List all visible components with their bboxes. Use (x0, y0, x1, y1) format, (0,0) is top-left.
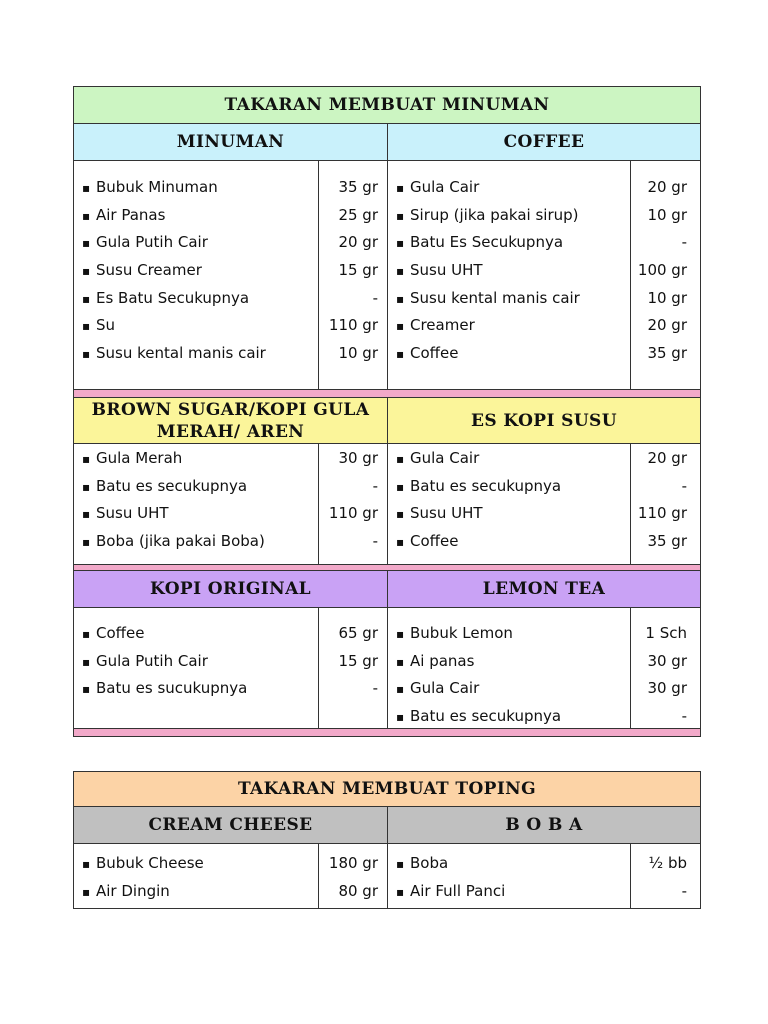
section-separator (74, 729, 700, 736)
ingredient-item (82, 675, 318, 703)
ingredient-name: Gula Cair (410, 178, 480, 196)
ingredient-item (82, 285, 318, 313)
ingredient-item (396, 620, 630, 648)
ingredient-item (396, 229, 630, 257)
section-body (74, 608, 700, 729)
ingredient-item (396, 445, 630, 473)
ingredient-name: Gula Merah (96, 449, 183, 467)
ingredient-name: Batu es sucukupnya (96, 679, 248, 698)
bullet-icon: ▪ (82, 857, 91, 871)
bullet-icon: ▪ (396, 236, 405, 251)
ingredient-column-minuman (74, 161, 388, 389)
ingredient-item (82, 340, 318, 368)
bullet-icon: ▪ (396, 181, 405, 195)
table-title: TAKARAN MEMBUAT TOPING (74, 772, 700, 807)
ingredient-name: Susu UHT (96, 504, 169, 523)
ingredient-amount: ½ bb (648, 854, 687, 872)
ingredient-item (82, 528, 318, 556)
ingredient-amount: 30 gr (647, 651, 687, 670)
ingredient-name: Gula Putih Cair (96, 651, 208, 670)
ingredient-name: Air Dingin (96, 881, 170, 900)
ingredient-name: Bubuk Cheese (96, 854, 204, 872)
ingredient-item (396, 648, 630, 676)
ingredient-name: Gula Cair (410, 679, 480, 698)
bullet-icon: ▪ (82, 236, 91, 251)
ingredient-amount: 20 gr (647, 316, 687, 335)
ingredient-item (396, 202, 630, 230)
section-header-kopi-original: KOPI ORIGINAL (74, 571, 388, 607)
section-body (74, 161, 700, 390)
ingredient-name: Es Batu Secukupnya (96, 288, 250, 307)
ingredient-amount: - (681, 707, 687, 726)
bullet-icon: ▪ (396, 682, 405, 697)
ingredient-amount: 30 gr (338, 449, 378, 467)
ingredient-column-lemon-tea (388, 608, 700, 728)
ingredient-item (82, 473, 318, 501)
bullet-icon: ▪ (82, 452, 91, 466)
ingredient-column-coffee (388, 161, 700, 389)
bullet-icon: ▪ (396, 884, 405, 899)
ingredient-amount: 180 gr (328, 854, 378, 872)
ingredient-item (82, 620, 318, 648)
ingredient-item (396, 285, 630, 313)
ingredient-name: Batu Es Secukupnya (410, 233, 564, 252)
ingredient-amount: 10 gr (647, 288, 687, 307)
section-header-minuman: MINUMAN (74, 124, 388, 160)
bullet-icon: ▪ (396, 507, 405, 522)
ingredient-name: Creamer (410, 316, 475, 335)
section-separator (74, 390, 700, 398)
bullet-icon: ▪ (396, 479, 405, 494)
ingredient-amount: 25 gr (338, 205, 378, 224)
ingredient-amount: 15 gr (338, 651, 378, 670)
bullet-icon: ▪ (396, 264, 405, 279)
ingredient-amount: 65 gr (338, 624, 378, 642)
ingredient-amount: 20 gr (647, 178, 687, 196)
bullet-icon: ▪ (82, 654, 91, 669)
ingredient-column-es-kopi-susu (388, 444, 700, 564)
ingredient-amount: - (681, 476, 687, 495)
bullet-icon: ▪ (82, 479, 91, 494)
ingredient-amount: 110 gr (328, 504, 378, 523)
ingredient-amount: 35 gr (647, 344, 687, 363)
ingredient-name: Coffee (410, 532, 459, 551)
bullet-icon: ▪ (82, 507, 91, 522)
section-header-brown-sugar: BROWN SUGAR/KOPI GULA MERAH/ AREN (74, 398, 388, 443)
section-header-row (74, 571, 700, 608)
bullet-icon: ▪ (82, 884, 91, 899)
bullet-icon: ▪ (82, 208, 91, 223)
ingredient-name: Gula Putih Cair (96, 233, 208, 252)
ingredient-item (82, 500, 318, 528)
ingredient-item (396, 473, 630, 501)
ingredient-amount: 100 gr (637, 261, 687, 280)
ingredient-name: Boba (jika pakai Boba) (96, 532, 265, 551)
ingredient-item (82, 257, 318, 285)
ingredient-item (396, 174, 630, 202)
ingredient-name: Air Panas (96, 205, 166, 224)
ingredient-name: Susu UHT (410, 261, 483, 280)
section-body (74, 444, 700, 565)
ingredient-name: Susu UHT (410, 504, 483, 523)
ingredient-name: Susu kental manis cair (410, 288, 580, 307)
section-header-boba: B O B A (505, 815, 583, 835)
drink-measurements-table (73, 86, 701, 737)
ingredient-item (82, 850, 318, 878)
ingredient-amount: 35 gr (338, 178, 378, 196)
ingredient-name: Bubuk Lemon (410, 624, 513, 642)
ingredient-item (396, 340, 630, 368)
ingredient-item (396, 312, 630, 340)
ingredient-name: Coffee (410, 344, 459, 363)
ingredient-name: Coffee (96, 624, 145, 642)
section-header-lemon-tea: LEMON TEA (482, 579, 606, 599)
ingredient-name: Boba (410, 854, 449, 872)
ingredient-name: Batu es secukupnya (410, 707, 562, 726)
ingredient-amount: 80 gr (338, 881, 378, 900)
ingredient-name: Sirup (jika pakai sirup) (410, 205, 579, 224)
bullet-icon: ▪ (82, 264, 91, 279)
ingredient-item (82, 878, 318, 906)
bullet-icon: ▪ (82, 627, 91, 641)
ingredient-name: Air Full Panci (410, 881, 506, 900)
bullet-icon: ▪ (396, 208, 405, 223)
ingredient-amount: - (372, 532, 378, 551)
ingredient-column-brown-sugar (74, 444, 388, 564)
bullet-icon: ▪ (396, 857, 405, 871)
ingredient-name: Gula Cair (410, 449, 480, 467)
ingredient-item (396, 703, 630, 731)
ingredient-item (82, 229, 318, 257)
bullet-icon: ▪ (396, 291, 405, 306)
ingredient-name: Susu kental manis cair (96, 344, 266, 363)
ingredient-item (82, 174, 318, 202)
section-body (74, 844, 700, 908)
bullet-icon: ▪ (396, 654, 405, 669)
ingredient-name: Ai panas (410, 651, 475, 670)
bullet-icon: ▪ (396, 535, 405, 550)
bullet-icon: ▪ (82, 181, 91, 195)
section-header-cream-cheese: CREAM CHEESE (74, 807, 388, 843)
bullet-icon: ▪ (82, 535, 91, 550)
ingredient-amount: 10 gr (338, 344, 378, 363)
ingredient-name: Batu es secukupnya (410, 476, 562, 495)
ingredient-amount: - (372, 476, 378, 495)
bullet-icon: ▪ (396, 710, 405, 725)
ingredient-item (82, 445, 318, 473)
ingredient-amount: - (372, 679, 378, 698)
bullet-icon: ▪ (82, 347, 91, 362)
ingredient-amount: 15 gr (338, 261, 378, 280)
ingredient-item (396, 675, 630, 703)
bullet-icon: ▪ (82, 291, 91, 306)
ingredient-name: Su (96, 316, 116, 335)
ingredient-column-cream-cheese (74, 844, 388, 908)
section-header-row (74, 807, 700, 844)
ingredient-item (396, 257, 630, 285)
ingredient-item (396, 500, 630, 528)
section-header-row (74, 124, 700, 161)
ingredient-amount: 35 gr (647, 532, 687, 551)
ingredient-name: Susu Creamer (96, 261, 202, 280)
bullet-icon: ▪ (82, 682, 91, 697)
ingredient-amount: 1 Sch (645, 624, 687, 642)
ingredient-item (82, 202, 318, 230)
ingredient-amount: 20 gr (338, 233, 378, 252)
ingredient-amount: 30 gr (647, 679, 687, 698)
section-header-row (74, 398, 700, 444)
ingredient-amount: - (681, 233, 687, 252)
ingredient-column-boba (388, 844, 700, 908)
ingredient-amount: 10 gr (647, 205, 687, 224)
bullet-icon: ▪ (396, 452, 405, 466)
ingredient-name: Bubuk Minuman (96, 178, 218, 196)
ingredient-amount: 110 gr (328, 316, 378, 335)
bullet-icon: ▪ (396, 627, 405, 641)
bullet-icon: ▪ (396, 347, 405, 362)
ingredient-amount: 20 gr (647, 449, 687, 467)
section-header-es-kopi-susu: ES KOPI SUSU (471, 410, 617, 431)
ingredient-item (82, 312, 318, 340)
table-title: TAKARAN MEMBUAT MINUMAN (74, 87, 700, 124)
ingredient-amount: - (681, 881, 687, 900)
ingredient-item (82, 648, 318, 676)
topping-measurements-table (73, 771, 701, 909)
bullet-icon: ▪ (396, 319, 405, 334)
ingredient-amount: 110 gr (637, 504, 687, 523)
ingredient-item (396, 878, 630, 906)
ingredient-amount: - (372, 288, 378, 307)
ingredient-item (396, 528, 630, 556)
ingredient-item (396, 850, 630, 878)
ingredient-name: Batu es secukupnya (96, 476, 248, 495)
ingredient-column-kopi-original (74, 608, 388, 728)
section-header-coffee: COFFEE (503, 132, 585, 152)
bullet-icon: ▪ (82, 319, 91, 334)
